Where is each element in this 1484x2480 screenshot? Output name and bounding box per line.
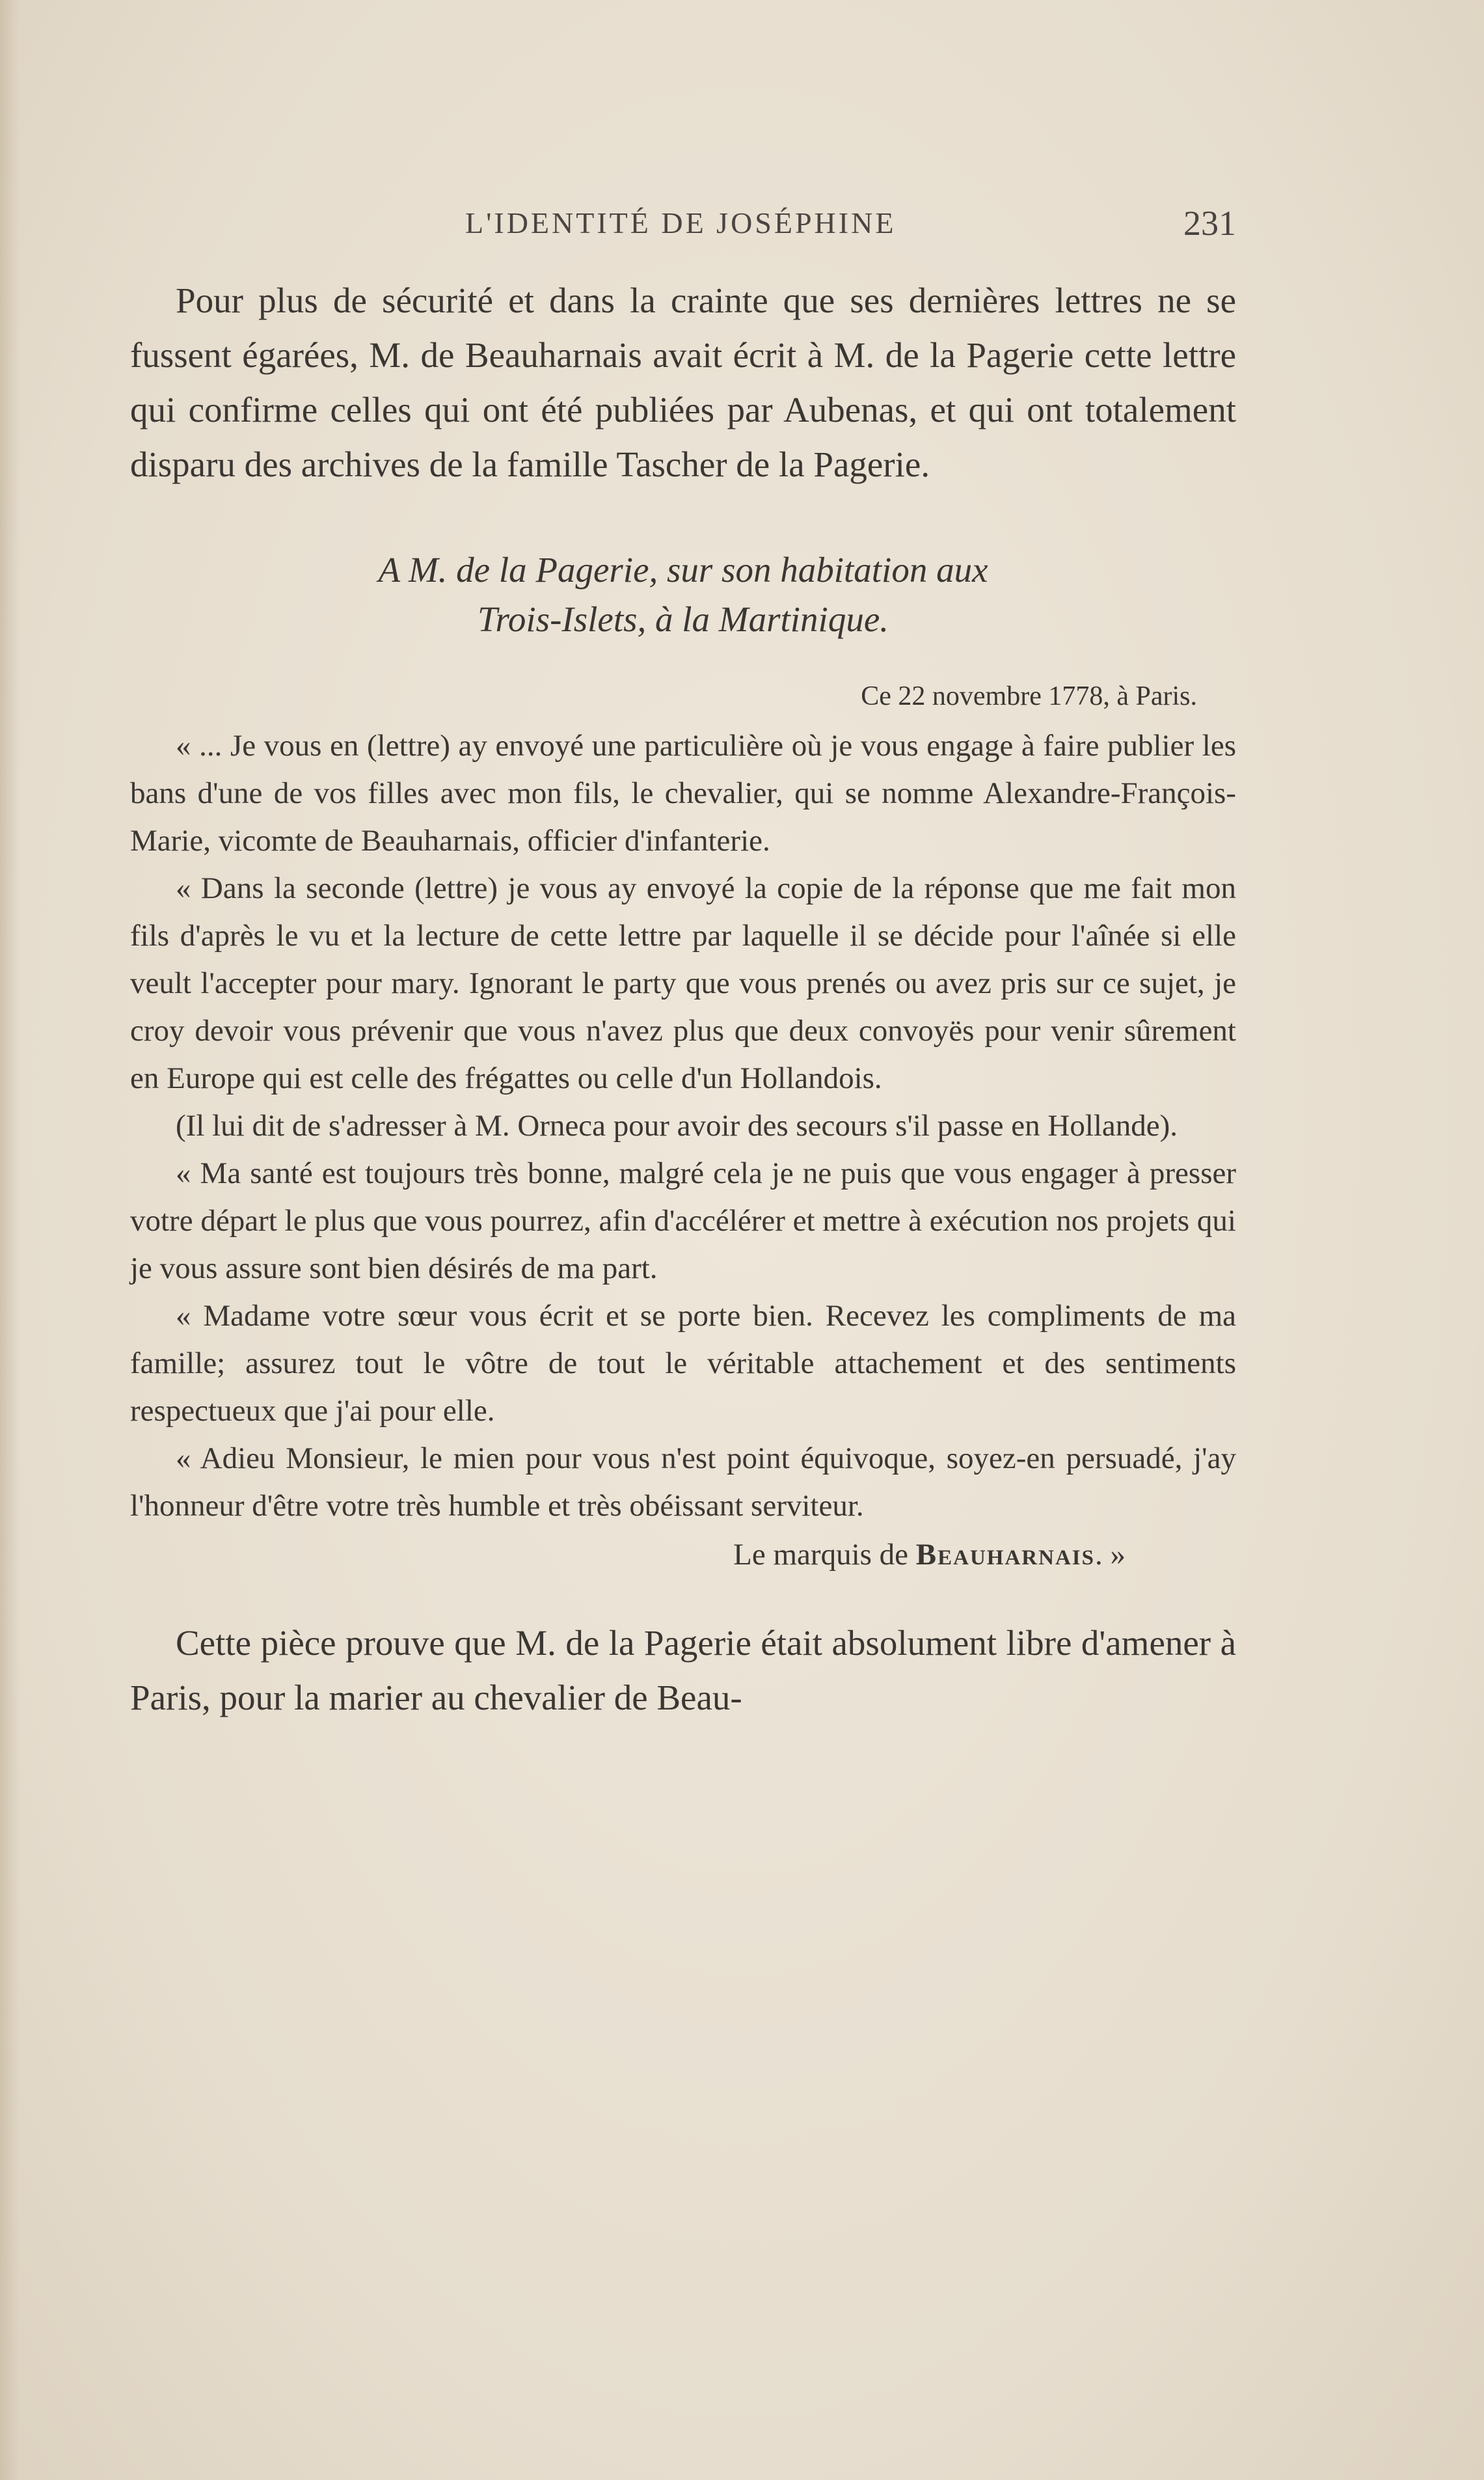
running-title: L'IDENTITÉ DE JOSÉPHINE bbox=[465, 206, 897, 239]
page-edge-shadow bbox=[0, 0, 20, 2480]
address-line-2: Trois-Islets, à la Martinique. bbox=[477, 599, 889, 639]
letter-paragraph-1: « ... Je vous en (lettre) ay envoyé une particulière où je vous engage à faire publier les bans d'une de vos filles avec mon fils, le chevalier, qui se nomme Alexandre-François-Marie, vicomte de Beauharnais, officier d'infanterie. bbox=[130, 729, 1236, 858]
final-paragraph: Cette pièce prouve que M. de la Pagerie était absolument libre d'amener à Paris, pour la marier au chevalier de Beau- bbox=[130, 1623, 1236, 1717]
letter-paragraph-5: « Madame votre sœur vous écrit et se porte bien. Recevez les compliments de ma famille; assurez tout le vôtre de tout le véritable attachement et des sentiments respectueux que j'ai pour elle. bbox=[130, 1299, 1236, 1428]
letter-paragraph-2: « Dans la seconde (lettre) je vous ay envoyé la copie de la réponse que me fait mon fils d'après le vu et la lecture de cette lettre par laquelle il se décide pour l'aînée si elle veult l'accepter pour mary. Ignorant le party que vous prenés ou avez pris sur ce sujet, je croy devoir vous prévenir que vous n'avez plus que deux convoyës pour venir sûrement en Europe qui est celle des frégattes ou celle d'un Hollandois. bbox=[130, 871, 1236, 1095]
letter-paragraph-6: « Adieu Monsieur, le mien pour vous n'est point équivoque, soyez-en persuadé, j'ay l'honneur d'être votre très humble et très obéissant serviteur. bbox=[130, 1441, 1236, 1523]
signature-suffix: . » bbox=[1095, 1538, 1126, 1572]
page-number: 231 bbox=[1183, 204, 1236, 243]
letter-paragraph-3: (Il lui dit de s'adresser à M. Orneca pour avoir des secours s'il passe en Hollande). bbox=[176, 1109, 1178, 1143]
letter-signature bbox=[130, 1530, 1236, 1579]
intro-paragraph: Pour plus de sécurité et dans la crainte que ses dernières lettres ne se fussent égarées, M. de Beauharnais avait écrit à M. de la Pagerie cette lettre qui confirme celles qui ont été publiées par Aubenas, et qui ont totalement disparu des archives de la famille Tascher de la Pagerie. bbox=[130, 280, 1236, 484]
signature-name: Beauharnais bbox=[915, 1538, 1095, 1572]
letter-dateline: Ce 22 novembre 1778, à Paris. bbox=[861, 681, 1197, 711]
signature-prefix: Le marquis de bbox=[733, 1538, 916, 1572]
page-body bbox=[130, 273, 1236, 1725]
page-header bbox=[130, 206, 1236, 258]
letter-address bbox=[130, 545, 1236, 644]
letter-paragraph-4: « Ma santé est toujours très bonne, malgré cela je ne puis que vous engager à presser votre départ le plus que vous pourrez, afin d'accélérer et mettre à exécution nos projets qui je vous assure sont bien désirés de ma part. bbox=[130, 1156, 1236, 1285]
address-line-1: A M. de la Pagerie, sur son habitation aux bbox=[378, 550, 988, 590]
